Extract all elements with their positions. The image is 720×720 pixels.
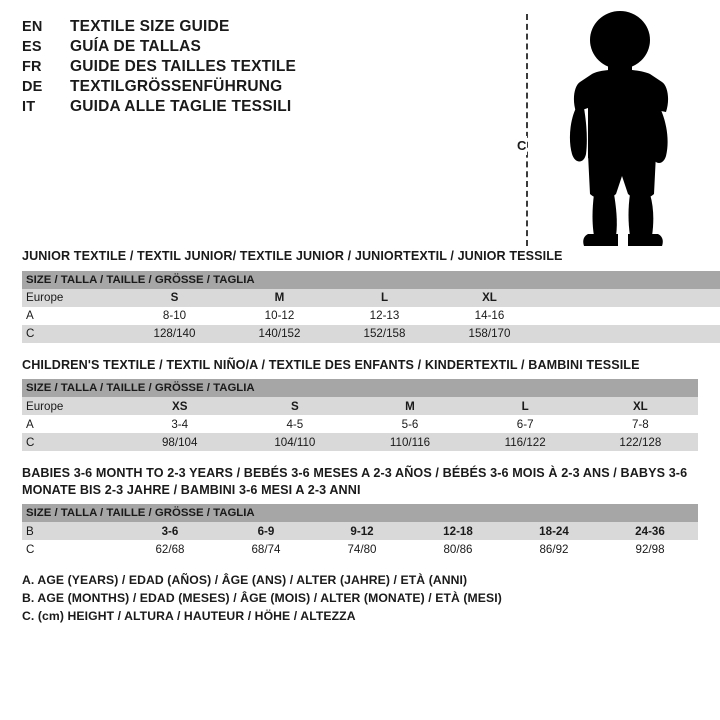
cell: 158/170 [437, 325, 542, 343]
height-measure-figure [516, 8, 696, 248]
table-header-label: SIZE / TALLA / TAILLE / GRÖSSE / TAGLIA [22, 504, 698, 522]
cell: 9-12 [314, 522, 410, 540]
table-header-row [22, 504, 698, 522]
title-row [22, 98, 452, 116]
table-header-row [22, 379, 698, 397]
cell: S [237, 397, 352, 415]
cell: 116/122 [468, 433, 583, 451]
title-text-en: TEXTILE SIZE GUIDE [70, 18, 230, 35]
cell: 14-16 [437, 307, 542, 325]
title-block [22, 18, 452, 116]
legend-line-c: C. (cm) HEIGHT / ALTURA / HAUTEUR / HÖHE / ALTEZZA [22, 608, 356, 623]
table-row [22, 522, 698, 540]
section-heading-junior: JUNIOR TEXTILE / TEXTIL JUNIOR/ TEXTILE JUNIOR / JUNIORTEXTIL / JUNIOR TESSILE [22, 249, 563, 263]
cell: L [332, 289, 437, 307]
cell: 104/110 [237, 433, 352, 451]
size-table-children [22, 379, 698, 451]
table-row [22, 307, 720, 325]
legend-line-a: A. AGE (YEARS) / EDAD (AÑOS) / ÂGE (ANS) / ALTER (JAHRE) / ETÀ (ANNI) [22, 573, 468, 588]
cell: 110/116 [352, 433, 467, 451]
title-lang-es: ES [22, 39, 42, 55]
title-row [22, 58, 452, 76]
section-heading-children: CHILDREN'S TEXTILE / TEXTIL NIÑO/A / TEXTILE DES ENFANTS / KINDERTEXTIL / BAMBINI TESSILE [22, 357, 640, 372]
cell: 3-4 [122, 415, 237, 433]
title-text-de: TEXTILGRÖSSENFÜHRUNG [70, 78, 283, 95]
cell: 4-5 [237, 415, 352, 433]
cell: 86/92 [506, 540, 602, 558]
cell: 128/140 [122, 325, 227, 343]
cell: XL [437, 289, 542, 307]
row-label: B [22, 522, 122, 540]
cell: 6-9 [218, 522, 314, 540]
row-label: A [22, 415, 122, 433]
title-row [22, 78, 452, 96]
size-table-junior [22, 271, 720, 343]
cell: 10-12 [227, 307, 332, 325]
cell: S [122, 289, 227, 307]
table-row [22, 289, 720, 307]
section-junior [22, 248, 698, 343]
table-header-label: SIZE / TALLA / TAILLE / GRÖSSE / TAGLIA [22, 379, 698, 397]
cell: M [352, 397, 467, 415]
cell-filler [542, 307, 720, 325]
title-row [22, 38, 452, 56]
title-text-it: GUIDA ALLE TAGLIE TESSILI [70, 98, 292, 115]
cell: 80/86 [410, 540, 506, 558]
table-header-filler [542, 271, 720, 289]
legend-block [22, 572, 698, 625]
measure-dashed-line [526, 14, 528, 246]
title-lang-it: IT [22, 99, 36, 115]
cell: XL [583, 397, 698, 415]
cell: 24-36 [602, 522, 698, 540]
table-header-label: SIZE / TALLA / TAILLE / GRÖSSE / TAGLIA [22, 271, 542, 289]
cell: 12-13 [332, 307, 437, 325]
cell: 6-7 [468, 415, 583, 433]
row-label: C [22, 325, 122, 343]
cell: 62/68 [122, 540, 218, 558]
row-label: A [22, 307, 122, 325]
cell: 122/128 [583, 433, 698, 451]
title-lang-de: DE [22, 79, 43, 95]
cell-filler [542, 289, 720, 307]
title-text-es: GUÍA DE TALLAS [70, 38, 202, 55]
cell: 12-18 [410, 522, 506, 540]
table-row [22, 433, 698, 451]
child-figure-silhouette [544, 8, 694, 248]
table-row [22, 397, 698, 415]
cell: 98/104 [122, 433, 237, 451]
cell: 68/74 [218, 540, 314, 558]
title-lang-en: EN [22, 19, 43, 35]
row-label: Europe [22, 397, 122, 415]
cell: 7-8 [583, 415, 698, 433]
cell: 3-6 [122, 522, 218, 540]
title-lang-fr: FR [22, 59, 42, 75]
size-table-babies [22, 504, 698, 558]
cell: M [227, 289, 332, 307]
cell-filler [542, 325, 720, 343]
table-row [22, 325, 720, 343]
cell: 8-10 [122, 307, 227, 325]
row-label: C [22, 433, 122, 451]
cell: 92/98 [602, 540, 698, 558]
measure-label-c: C [517, 138, 527, 153]
cell: 5-6 [352, 415, 467, 433]
title-row [22, 18, 452, 36]
section-children [22, 357, 698, 452]
cell: 18-24 [506, 522, 602, 540]
row-label: C [22, 540, 122, 558]
cell: XS [122, 397, 237, 415]
table-row [22, 540, 698, 558]
cell: 140/152 [227, 325, 332, 343]
cell: 74/80 [314, 540, 410, 558]
section-heading-babies: BABIES 3-6 MONTH TO 2-3 YEARS / BEBÉS 3-6 MESES A 2-3 AÑOS / BÉBÉS 3-6 MOIS À 2-3 ANS / BABYS 3-6 MONATE BIS 2-3 JAHRE / BAMBINI 3-6 MESI A 2-3 ANNI [22, 466, 688, 497]
section-babies [22, 465, 698, 558]
cell: L [468, 397, 583, 415]
legend-line-b: B. AGE (MONTHS) / EDAD (MESES) / ÂGE (MOIS) / ALTER (MONATE) / ETÀ (MESI) [22, 591, 502, 606]
row-label: Europe [22, 289, 122, 307]
title-text-fr: GUIDE DES TAILLES TEXTILE [70, 58, 297, 75]
cell: 152/158 [332, 325, 437, 343]
table-header-row [22, 271, 720, 289]
table-row [22, 415, 698, 433]
